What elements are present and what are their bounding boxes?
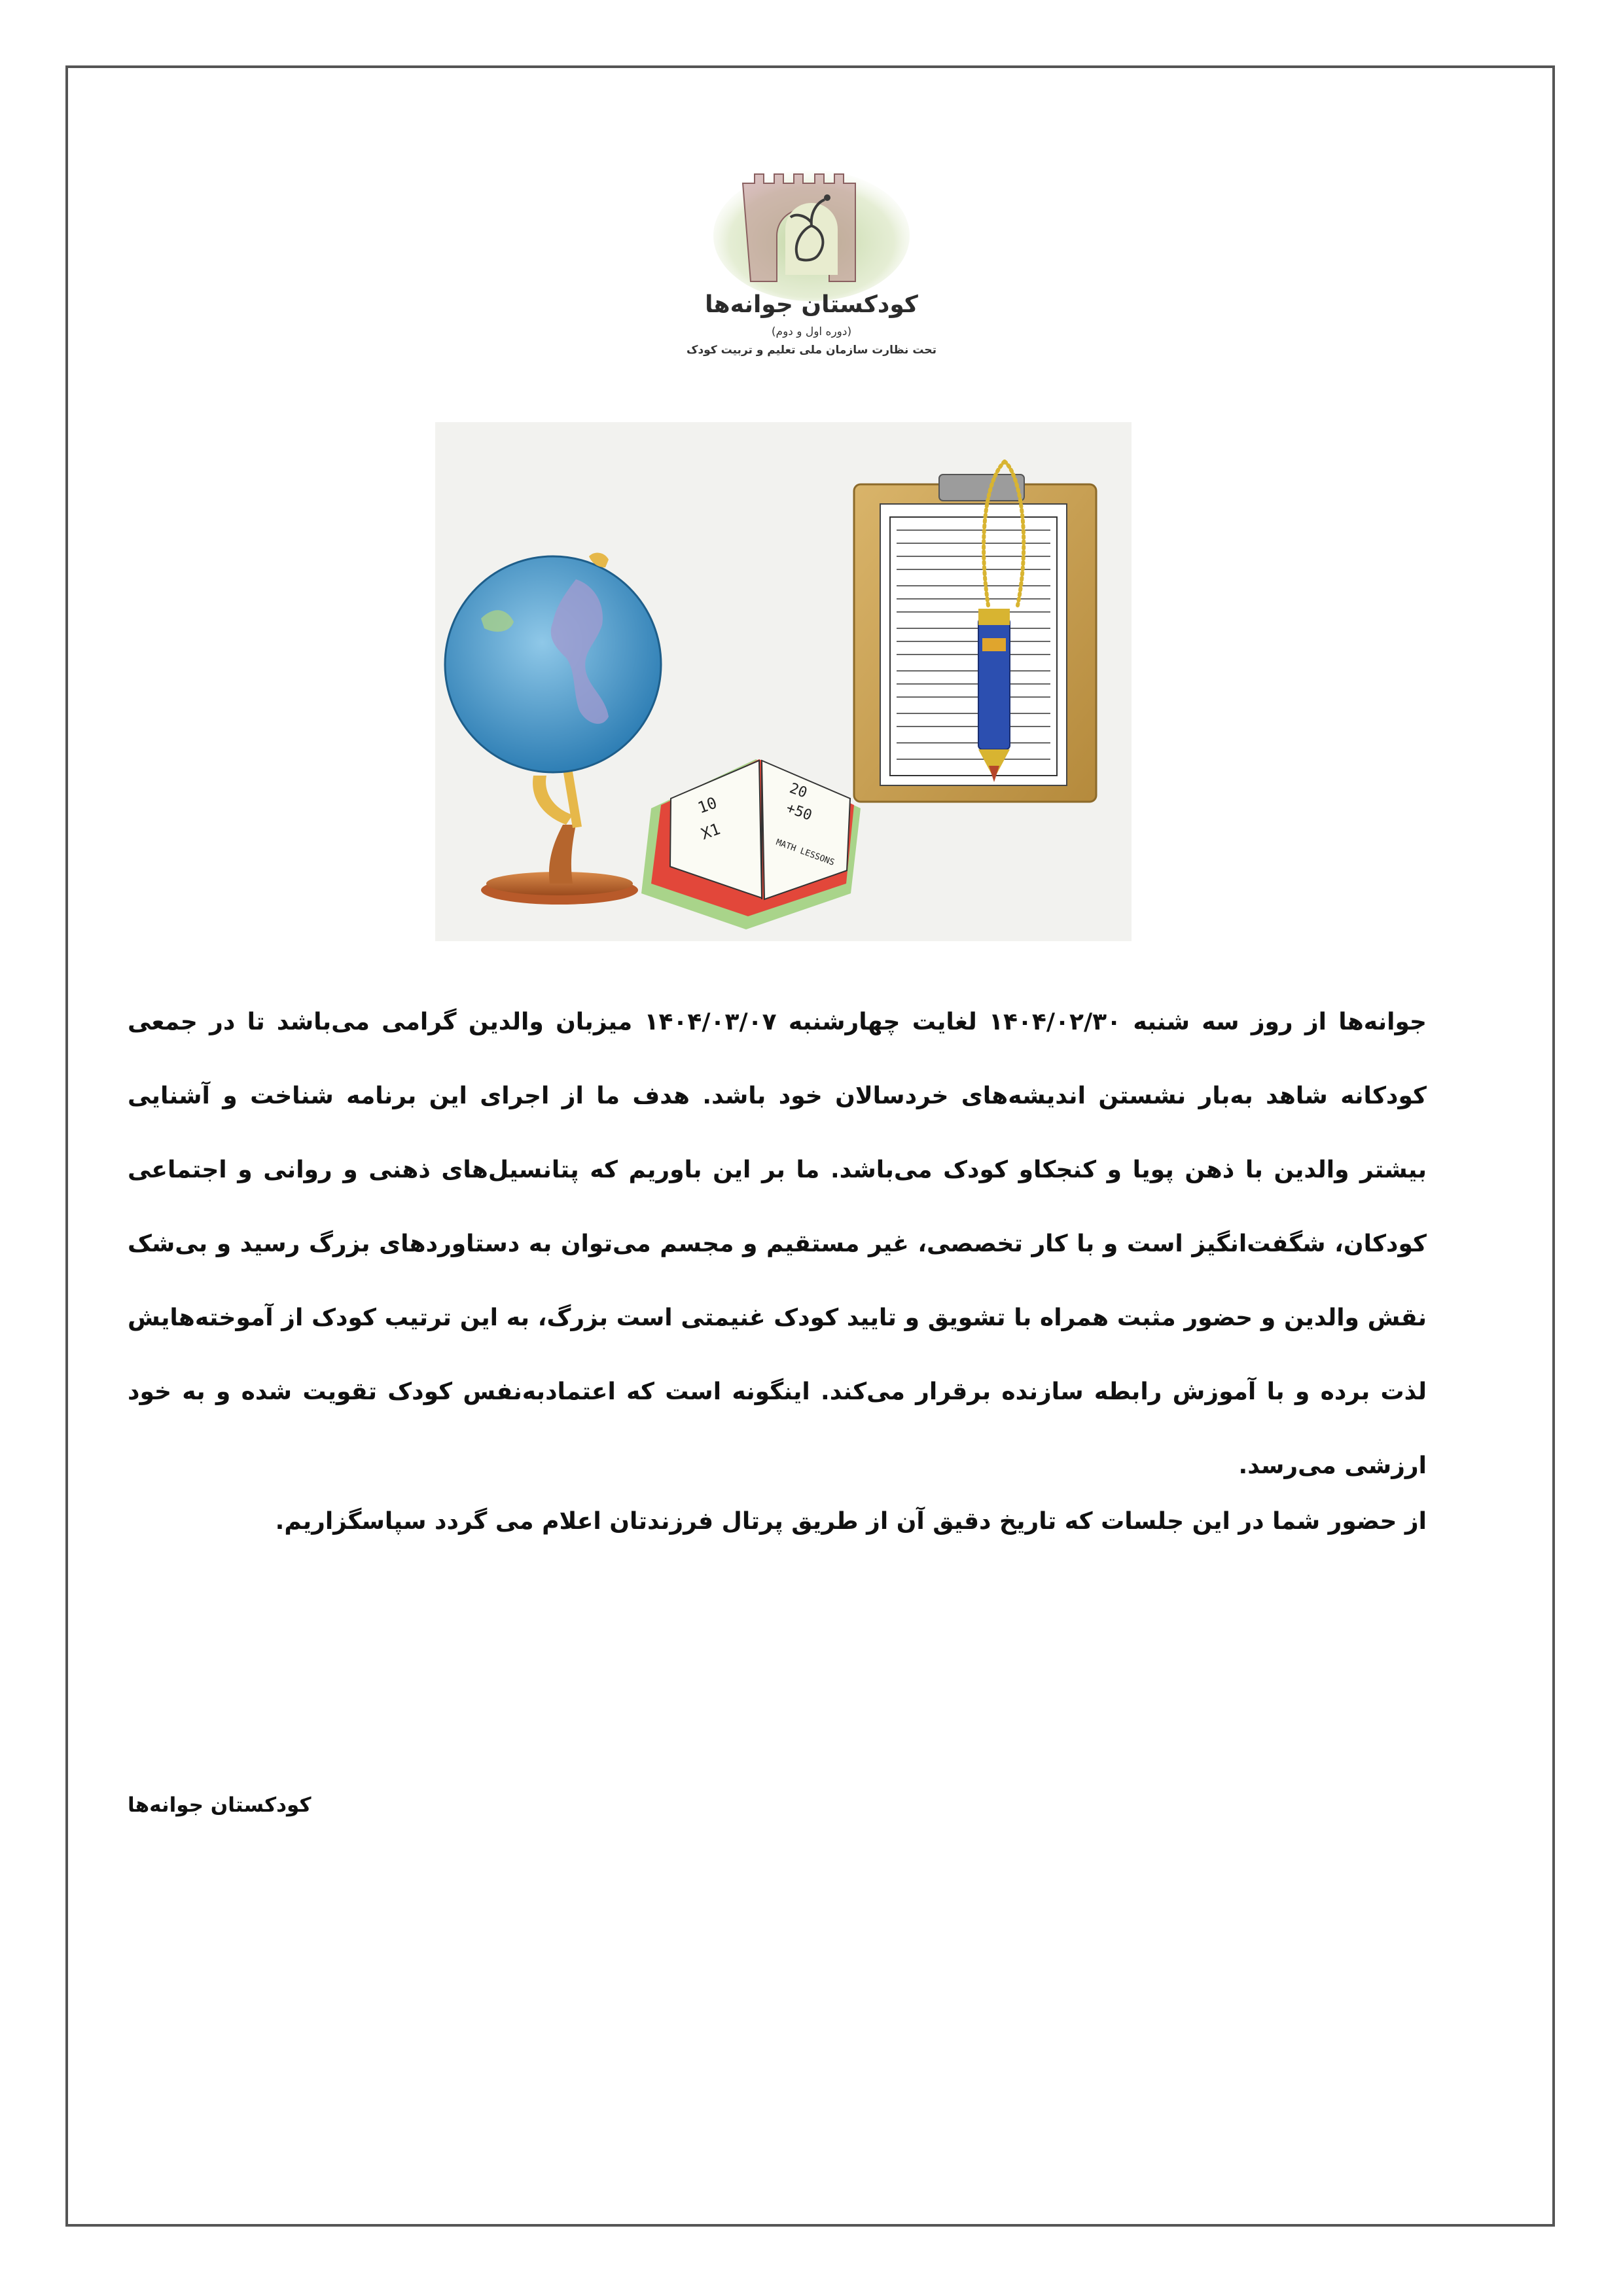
- castle-logo-icon: [707, 157, 916, 301]
- book-text-left-bottom: X1: [698, 819, 723, 844]
- logo-subtitle: (دوره اول و دوم): [771, 325, 852, 338]
- kindergarten-logo: [661, 157, 962, 373]
- logo-title: کودکستان جوانه‌ها: [705, 291, 918, 318]
- math-book-icon: [641, 759, 861, 929]
- signature: کودکستان جوانه‌ها: [128, 1793, 312, 1817]
- globe-icon: [445, 553, 661, 905]
- book-text-right-bottom: +50: [783, 800, 814, 825]
- letter-paragraph-2: از حضور شما در این جلسات که تاریخ دقیق آن از طریق پرتال فرزندتان اعلام می گردد سپاسگزاریم.: [275, 1508, 1427, 1535]
- book-text-right-top: 20: [787, 780, 810, 802]
- letter-paragraph-1: جوانه‌ها از روز سه شنبه ۱۴۰۴/۰۲/۳۰ لغایت چهارشنبه ۱۴۰۴/۰۳/۰۷ میزبان والدین گرامی می‌باشد تا در جمعی کودکانه شاهد به‌بار نشستن اندیشه‌های خردسالان خود باشد. هدف ما از اجرای این برنامه شناخت و آشنایی بیشتر والدین با ذهن پویا و کنجکاو کودک می‌باشد. ما بر این باوریم که پتانسیل‌های ذهنی و روانی و اجتماعی کودکان، شگفت‌انگیز است و با کار تخصصی، غیر مستقیم و مجسم می‌توان به دستاوردهای بزرگ رسید و بی‌شک نقش والدین و حضور مثبت همراه با تشویق و تایید کودک غنیمتی است بزرگ، به این ترتیب کودک از آموخته‌هایش لذت برده و با آموزش رابطه سازنده برقرار می‌کند. اینگونه است که اعتمادبه‌نفس کودک تقویت شده و به خود ارزشی می‌رسد.: [128, 1009, 1427, 1479]
- book-text-label: MATH LESSONS: [774, 837, 836, 868]
- clipboard-icon: [854, 461, 1096, 802]
- logo-supervision: تحت نظارت سازمان ملی تعلیم و تربیت کودک: [687, 344, 936, 357]
- book-text-left-top: 10: [695, 793, 720, 817]
- illustration-photo: [435, 422, 1132, 941]
